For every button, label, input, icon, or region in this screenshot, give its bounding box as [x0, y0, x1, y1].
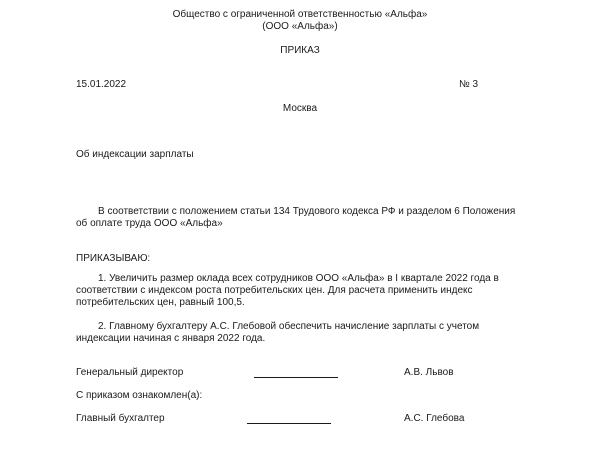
org-short-name: (ООО «Альфа») — [262, 21, 338, 32]
accountant-title: Главный бухгалтер — [76, 413, 165, 424]
acquainted-label: С приказом ознакомлен(а): — [76, 390, 203, 401]
director-name: А.В. Львов — [404, 367, 454, 378]
order-city: Москва — [282, 103, 318, 114]
order-subject: Об индексации зарплаты — [76, 149, 194, 160]
org-full-name: Общество с ограниченной ответственностью «Альфа» — [172, 9, 428, 20]
order-command-word: ПРИКАЗЫВАЮ: — [76, 253, 151, 264]
order-number: № 3 — [459, 79, 479, 90]
document-type-title: ПРИКАЗ — [280, 45, 320, 56]
order-item-2: 2. Главному бухгалтеру А.С. Глебовой обеспечить начисление зарплаты с учетом индексации начиная с января 2022 года. — [76, 321, 480, 344]
accountant-name: А.С. Глебова — [404, 413, 465, 424]
order-preamble: В соответствии с положением статьи 134 Трудового кодекса РФ и разделом 6 Положения об оплате труда ООО «Альфа» — [76, 206, 516, 229]
order-date: 15.01.2022 — [76, 79, 127, 90]
director-signature-line — [254, 377, 338, 378]
director-title: Генеральный директор — [76, 367, 184, 378]
order-item-1: 1. Увеличить размер оклада всех сотрудников ООО «Альфа» в I квартале 2022 года в соответствии с индексом роста потребительских цен. Для расчета применить индекс потребительских цен, равный 100,5. — [76, 273, 499, 308]
accountant-signature-line — [247, 423, 331, 424]
